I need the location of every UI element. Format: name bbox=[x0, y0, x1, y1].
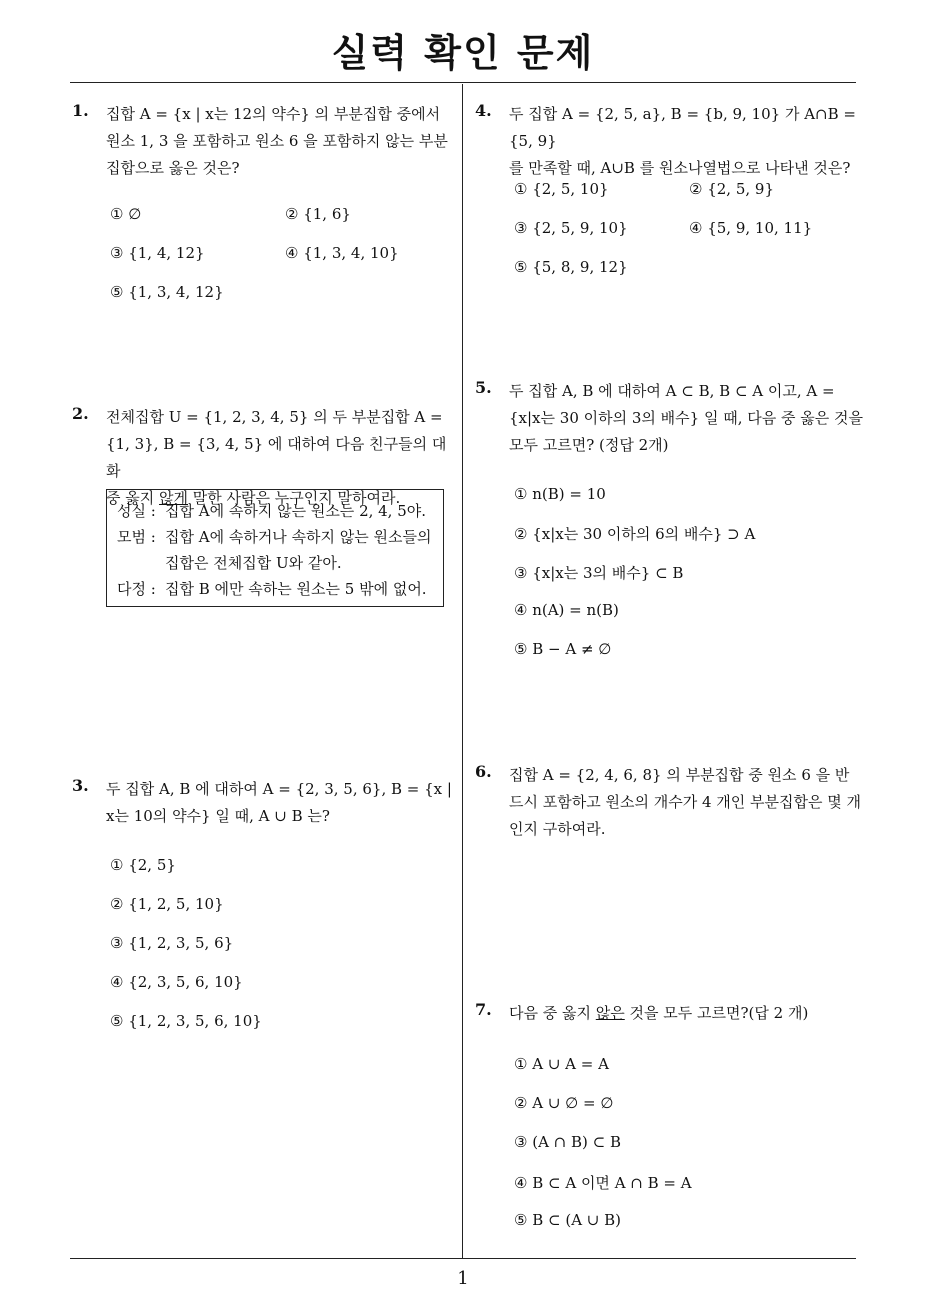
bottom-rule bbox=[70, 1258, 856, 1259]
dialogue-row bbox=[117, 498, 433, 524]
stem-text: 중 옳지 bbox=[106, 489, 160, 507]
choice-5[interactable]: ⑤ {1, 2, 3, 5, 6, 10} bbox=[110, 1012, 262, 1030]
stem-line: x는 10의 약수} 일 때, A ∪ B 는? bbox=[106, 807, 330, 825]
stem-line: 모두 고르면? (정답 2개) bbox=[509, 436, 669, 454]
choice-1[interactable]: ① ∅ bbox=[110, 205, 142, 223]
choice-3[interactable]: ③ (A ∩ B) ⊂ B bbox=[514, 1133, 622, 1151]
choice-5[interactable]: ⑤ {5, 8, 9, 12} bbox=[514, 258, 628, 276]
underlined-text: 않게 bbox=[159, 489, 188, 507]
dialogue-row bbox=[117, 524, 433, 576]
choice-5[interactable]: ⑤ {1, 3, 4, 12} bbox=[110, 283, 224, 301]
stem-text: 말한 사람은 누구인지 말하여라. bbox=[188, 489, 401, 507]
question-number: 7. bbox=[475, 1000, 492, 1019]
speaker-name: 다정 : bbox=[117, 580, 156, 598]
stem-line: {1, 3}, B = {3, 4, 5} 에 대하여 다음 친구들의 대화 bbox=[106, 435, 447, 480]
choice-3[interactable]: ③ {1, 2, 3, 5, 6} bbox=[110, 934, 234, 952]
question-number: 4. bbox=[475, 101, 492, 120]
dialogue-text: 집합 A에 속하지 않는 원소는 2, 4, 5야. bbox=[165, 502, 427, 520]
choice-1[interactable]: ① n(B) = 10 bbox=[514, 485, 606, 503]
underlined-text: 않은 bbox=[595, 1004, 625, 1022]
stem-line: {x|x는 30 이하의 3의 배수} 일 때, 다음 중 옳은 것을 bbox=[509, 409, 863, 427]
choice-4[interactable]: ④ {2, 3, 5, 6, 10} bbox=[110, 973, 243, 991]
question-stem bbox=[509, 101, 865, 182]
question-6 bbox=[475, 762, 865, 843]
choice-1[interactable]: ① {2, 5} bbox=[110, 856, 176, 874]
choice-4[interactable]: ④ n(A) = n(B) bbox=[514, 601, 619, 619]
dialogue-box bbox=[106, 489, 444, 607]
choice-4[interactable]: ④ B ⊂ A 이면 A ∩ B = A bbox=[514, 1174, 692, 1192]
question-number: 6. bbox=[475, 762, 492, 781]
stem-line bbox=[509, 1000, 865, 1027]
question-number: 2. bbox=[72, 404, 89, 423]
stem-line: 를 만족할 때, A∪B 를 원소나열법으로 나타낸 것은? bbox=[509, 159, 851, 177]
choice-2[interactable]: ② {x|x는 30 이하의 6의 배수} ⊃ A bbox=[514, 525, 756, 543]
question-7 bbox=[475, 1000, 865, 1027]
stem-text: 다음 중 옳지 bbox=[509, 1004, 596, 1022]
question-1 bbox=[72, 101, 457, 182]
stem-line: 원소 1, 3 을 포함하고 원소 6 을 포함하지 않는 부분 bbox=[106, 132, 448, 150]
choice-4[interactable]: ④ {5, 9, 10, 11} bbox=[689, 219, 813, 237]
choice-3[interactable]: ③ {2, 5, 9, 10} bbox=[514, 219, 628, 237]
stem-line: 두 집합 A = {2, 5, a}, B = {b, 9, 10} 가 A∩B = {5, 9} bbox=[509, 105, 856, 150]
stem-line: 두 집합 A, B 에 대하여 A = {2, 3, 5, 6}, B = {x | bbox=[106, 780, 452, 798]
column-divider bbox=[462, 84, 463, 1259]
stem-line: 집합으로 옳은 것은? bbox=[106, 159, 240, 177]
choice-5[interactable]: ⑤ B − A ≠ ∅ bbox=[514, 640, 612, 658]
stem-text: 것을 모두 고르면?(답 2 개) bbox=[624, 1004, 809, 1022]
question-5 bbox=[475, 378, 865, 459]
stem-line: 집합 A = {2, 4, 6, 8} 의 부분집합 중 원소 6 을 반 bbox=[509, 766, 850, 784]
choice-2[interactable]: ② A ∪ ∅ = ∅ bbox=[514, 1094, 614, 1112]
question-stem bbox=[509, 378, 865, 459]
question-3 bbox=[72, 776, 457, 830]
choice-1[interactable]: ① A ∪ A = A bbox=[514, 1055, 609, 1073]
question-number: 3. bbox=[72, 776, 89, 795]
stem-line: 집합 A = {x | x는 12의 약수} 의 부분집합 중에서 bbox=[106, 105, 441, 123]
stem-line: 드시 포함하고 원소의 개수가 4 개인 부분집합은 몇 개 bbox=[509, 793, 861, 811]
stem-line: 인지 구하여라. bbox=[509, 820, 606, 838]
question-4 bbox=[475, 101, 865, 182]
question-stem bbox=[509, 762, 865, 843]
question-number: 5. bbox=[475, 378, 492, 397]
choice-1[interactable]: ① {2, 5, 10} bbox=[514, 180, 609, 198]
speaker-name: 성실 : bbox=[117, 502, 156, 520]
top-rule bbox=[70, 82, 856, 83]
stem-line: 두 집합 A, B 에 대하여 A ⊂ B, B ⊂ A 이고, A = bbox=[509, 382, 835, 400]
question-number: 1. bbox=[72, 101, 89, 120]
question-stem bbox=[106, 101, 457, 182]
dialogue-text: 집합 B 에만 속하는 원소는 5 밖에 없어. bbox=[165, 580, 427, 598]
page-title: 실력 확인 문제 bbox=[331, 31, 595, 75]
dialogue-row bbox=[117, 576, 433, 602]
choice-3[interactable]: ③ {1, 4, 12} bbox=[110, 244, 205, 262]
question-stem bbox=[106, 776, 457, 830]
choice-5[interactable]: ⑤ B ⊂ (A ∪ B) bbox=[514, 1211, 622, 1229]
choice-3[interactable]: ③ {x|x는 3의 배수} ⊂ B bbox=[514, 564, 684, 582]
dialogue-text: 집합 A에 속하거나 속하지 않는 원소들의 bbox=[165, 528, 432, 546]
choice-4[interactable]: ④ {1, 3, 4, 10} bbox=[285, 244, 399, 262]
choice-2[interactable]: ② {2, 5, 9} bbox=[689, 180, 775, 198]
question-stem bbox=[509, 1000, 865, 1027]
choice-2[interactable]: ② {1, 2, 5, 10} bbox=[110, 895, 224, 913]
speaker-name: 모범 : bbox=[117, 528, 156, 546]
dialogue-text: 집합은 전체집합 U와 같아. bbox=[165, 554, 342, 572]
page-number: 1 bbox=[457, 1268, 469, 1289]
stem-line: 전체집합 U = {1, 2, 3, 4, 5} 의 두 부분집합 A = bbox=[106, 408, 443, 426]
choice-2[interactable]: ② {1, 6} bbox=[285, 205, 351, 223]
